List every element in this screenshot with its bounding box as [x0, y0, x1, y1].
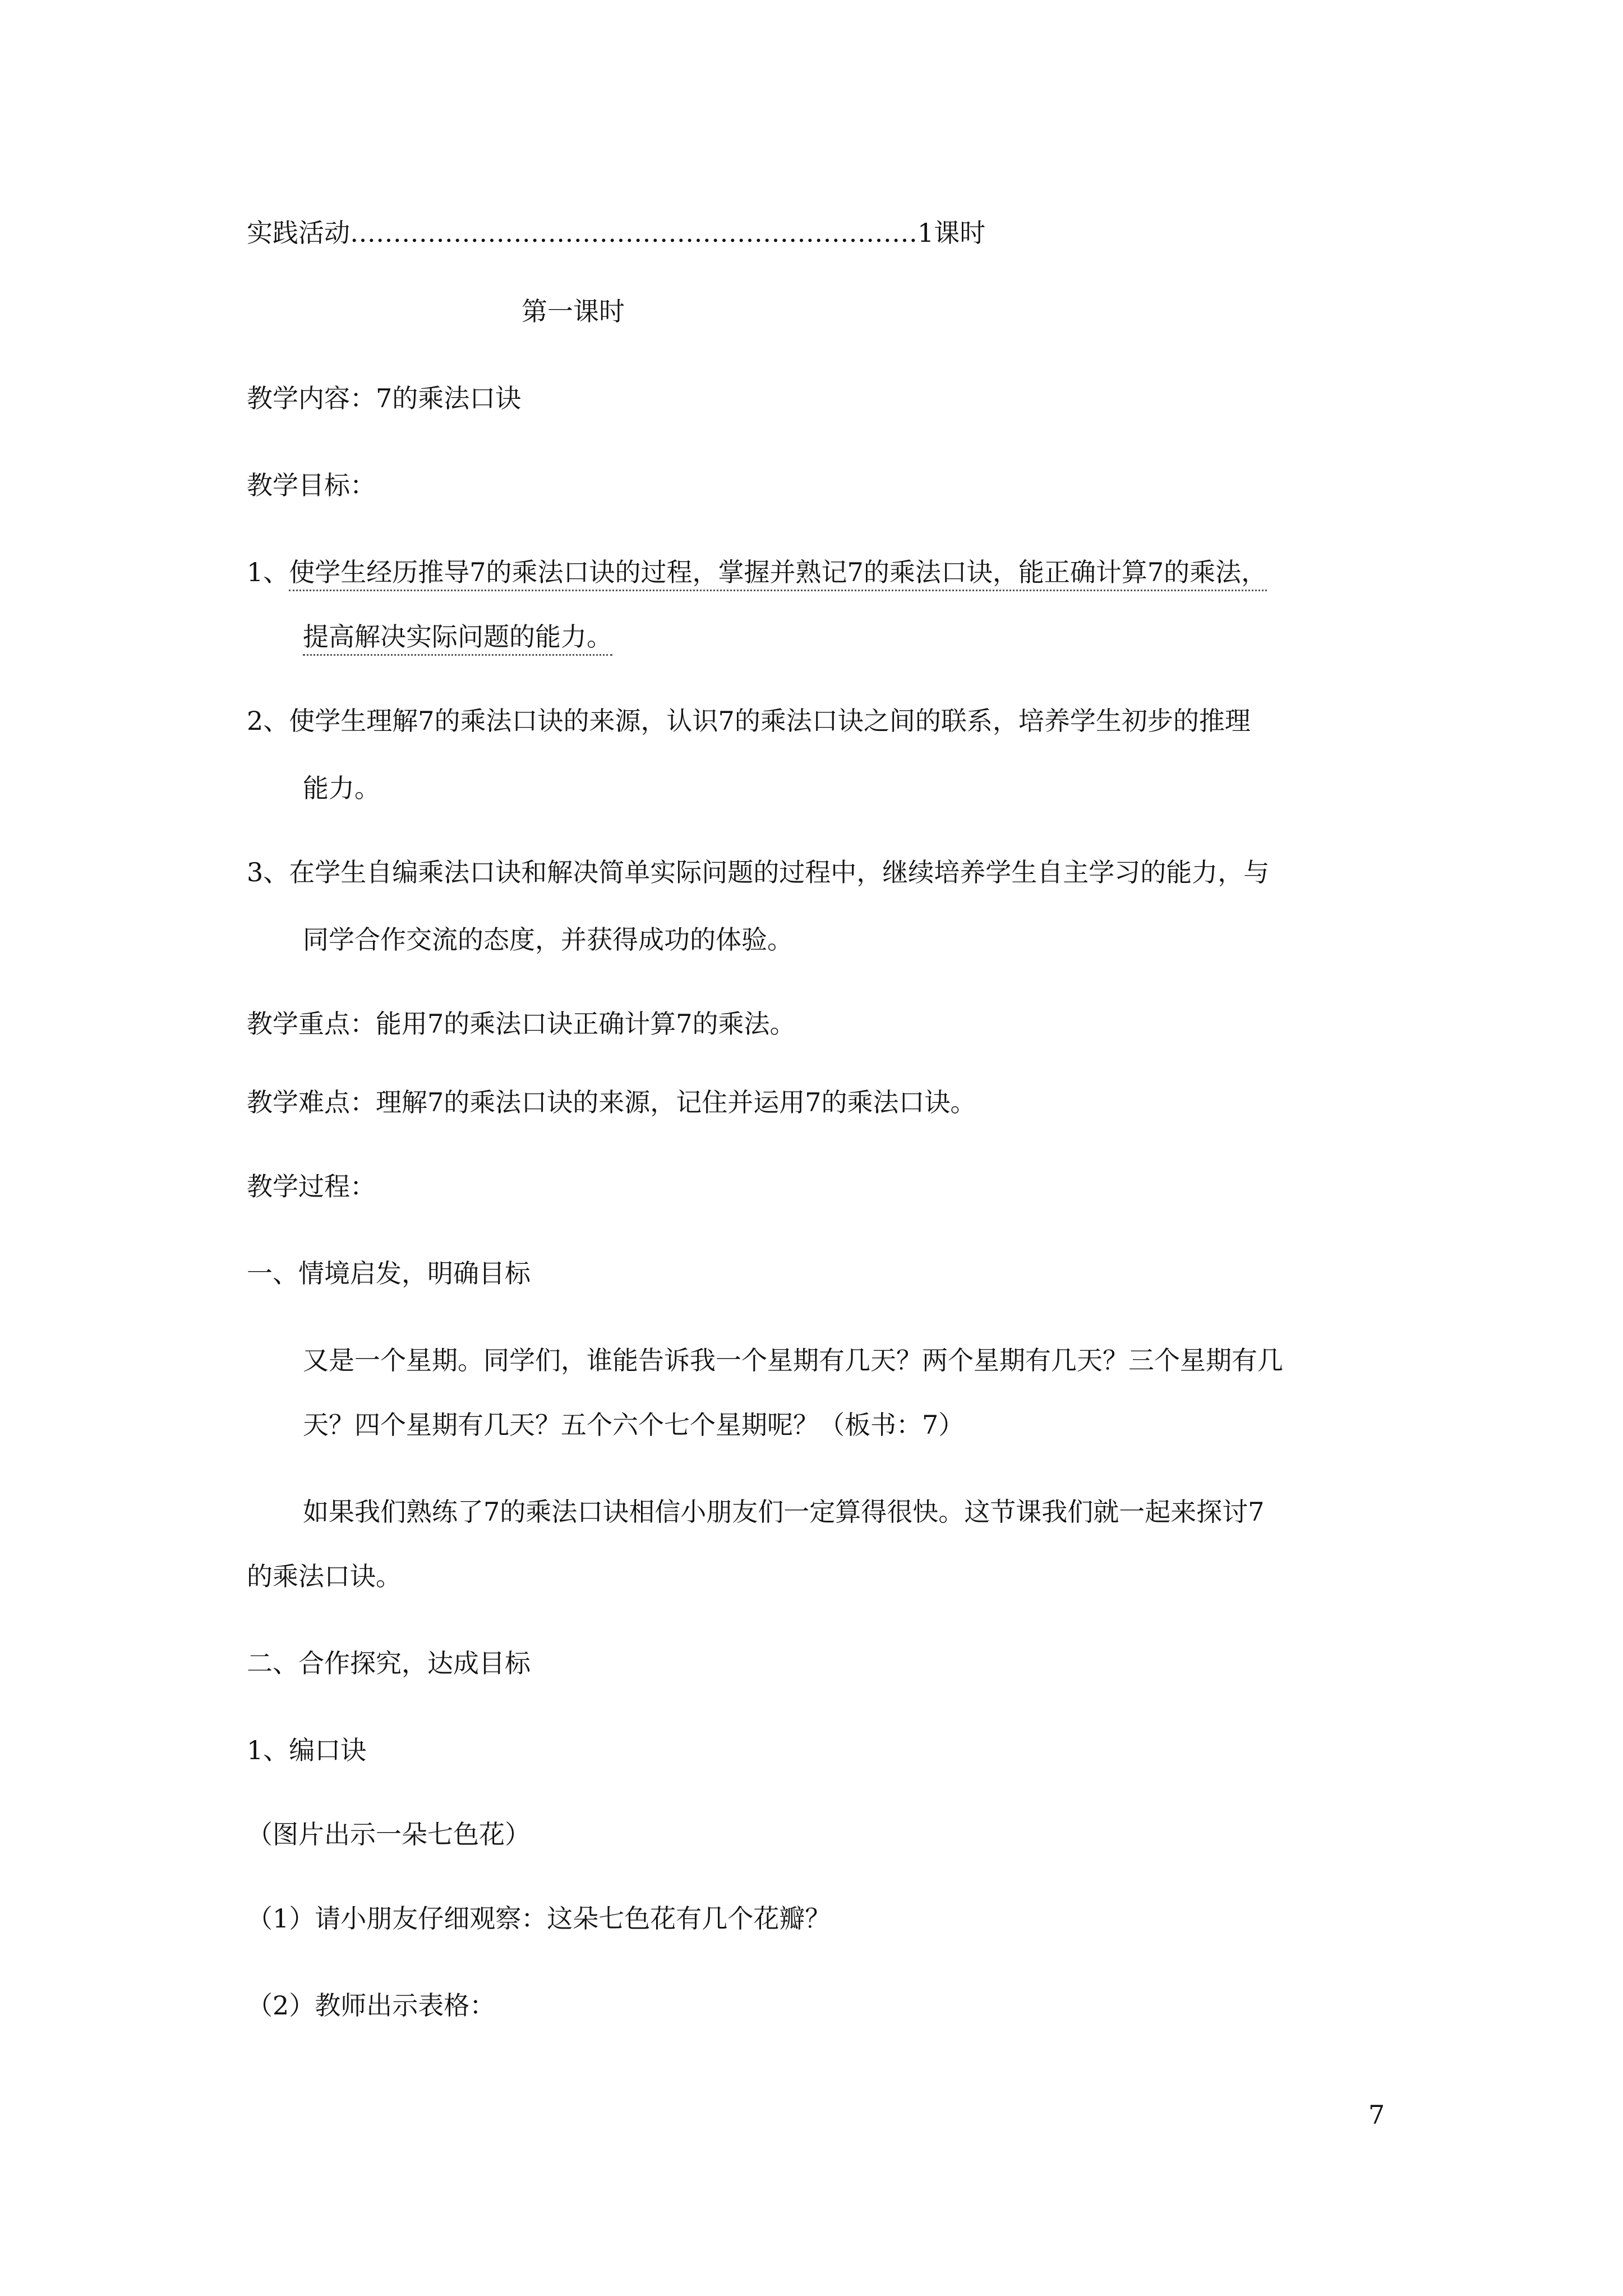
- goal-1-line-1: [247, 555, 1267, 589]
- section-title: 第一课时: [522, 296, 625, 326]
- toc-value: 1课时: [917, 218, 986, 248]
- part-1-para-1-line-2: 天？四个星期有几天？五个六个七个星期呢？（板书：7）: [303, 1410, 965, 1440]
- part-1-title: 一、情境启发，明确目标: [247, 1258, 531, 1289]
- goal-3-number: 3、: [247, 857, 289, 887]
- part-2-sub-1: 1、编口诀: [247, 1735, 367, 1765]
- goal-2-line-1: [247, 704, 1251, 738]
- part-2-step-1: （1）请小朋友仔细观察：这朵七色花有几个花瓣？: [247, 1903, 831, 1934]
- goal-3-line-1: [247, 855, 1269, 889]
- part-2-step-2: （2）教师出示表格：: [247, 1990, 496, 2021]
- goal-1-text-line-1: 使学生经历推导7的乘法口诀的过程，掌握并熟记7的乘法口诀，能正确计算7的乘法，: [289, 557, 1267, 591]
- goal-2-number: 2、: [247, 706, 289, 736]
- key-point: 教学重点：能用7的乘法口诀正确计算7的乘法。: [247, 1009, 796, 1039]
- goal-3-line-2: 同学合作交流的态度，并获得成功的体验。: [303, 924, 793, 955]
- part-2-title: 二、合作探究，达成目标: [247, 1648, 531, 1678]
- part-1-para-2-line-1: 如果我们熟练了7的乘法口诀相信小朋友们一定算得很快。这节课我们就一起来探讨7: [303, 1497, 1265, 1527]
- part-1-para-2-line-2: 的乘法口诀。: [247, 1561, 402, 1591]
- toc-label: 实践活动: [247, 218, 350, 248]
- goal-1-number: 1、: [247, 557, 289, 587]
- difficulty: 教学难点：理解7的乘法口诀的来源，记住并运用7的乘法口诀。: [247, 1087, 976, 1117]
- goal-1-text-line-2: 提高解决实际问题的能力。: [303, 622, 612, 656]
- part-1-para-1-line-1: 又是一个星期。同学们，谁能告诉我一个星期有几天？两个星期有几天？三个星期有几: [303, 1345, 1283, 1375]
- part-2-note: （图片出示一朵七色花）: [247, 1819, 531, 1849]
- teaching-process-label: 教学过程：: [247, 1171, 376, 1202]
- goal-3-text-line-1: 在学生自编乘法口诀和解决简单实际问题的过程中，继续培养学生自主学习的能力，与: [289, 857, 1270, 887]
- goal-2-text-line-1: 使学生理解7的乘法口诀的来源，认识7的乘法口诀之间的联系，培养学生初步的推理: [289, 706, 1251, 736]
- toc-entry: [247, 216, 985, 250]
- teaching-content: 教学内容：7的乘法口诀: [247, 383, 522, 413]
- goal-1-line-2: [303, 620, 612, 654]
- goal-2-line-2: 能力。: [303, 773, 380, 803]
- page-number: 7: [1368, 2100, 1385, 2130]
- toc-leader: …………………………………………………………: [350, 218, 917, 248]
- teaching-goals-label: 教学目标：: [247, 470, 376, 500]
